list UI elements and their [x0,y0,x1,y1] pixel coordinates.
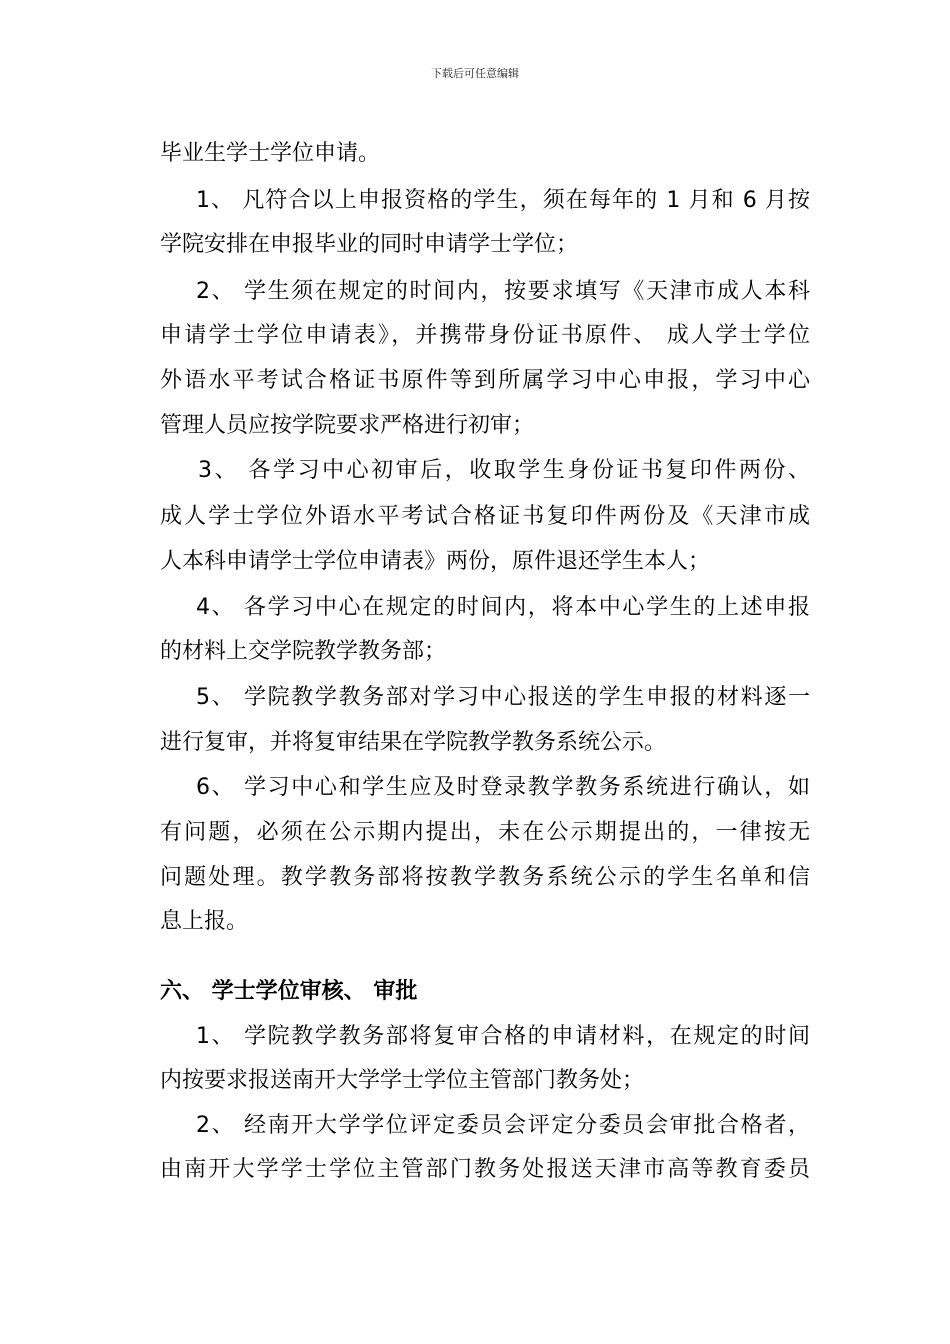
list-item-6-line: 息上报。 [160,909,249,934]
list-item-2-line: 外语水平考试合格证书原件等到所属学习中心申报，学习中心 [160,368,810,393]
list-item-4-line: 4、 各学习中心在规定的时间内，将本中心学生的上述申报 [196,595,810,620]
paragraph-line: 毕业生学士学位申请。 [160,141,381,166]
list-item-5-line: 5、 学院教学教务部对学习中心报送的学生申报的材料逐一 [196,685,810,710]
list-item-1-line: 1、 凡符合以上申报资格的学生，须在每年的 1 月和 6 月按 [196,188,810,213]
list-item-3-line: 3、 各学习中心初审后，收取学生身份证书复印件两份、 [198,458,810,483]
section-item-2-line: 由南开大学学士学位主管部门教务处报送天津市高等教育委员 [160,1157,810,1182]
list-item-4-line: 的材料上交学院教学教务部； [160,639,447,664]
section-item-2-line: 2、 经南开大学学位评定委员会评定分委员会审批合格者， [196,1113,810,1138]
list-item-2-line: 申请学士学位申请表》，并携带身份证书原件、 成人学士学位 [160,323,810,348]
list-item-6-line: 6、 学习中心和学生应及时登录教学教务系统进行确认，如 [196,775,810,800]
list-item-2-line: 2、 学生须在规定的时间内，按要求填写《天津市成人本科 [196,279,810,304]
section-item-1-line: 内按要求报送南开大学学士学位主管部门教务处； [160,1068,645,1093]
list-item-6-line: 有问题，必须在公示期内提出，未在公示期提出的，一律按无 [160,820,810,845]
list-item-2-line: 管理人员应按学院要求严格进行初审； [160,413,535,438]
list-item-3-line: 成人学士学位外语水平考试合格证书复印件两份及《天津市成 [160,504,810,529]
list-item-5-line: 进行复审，并将复审结果在学院教学教务系统公示。 [160,730,667,755]
list-item-1-line: 学院安排在申报毕业的同时申请学士学位； [160,232,579,257]
list-item-6-line: 问题处理。教学教务部将按教学教务系统公示的学生名单和信 [160,865,810,890]
section-item-1-line: 1、 学院教学教务部将复审合格的申请材料，在规定的时间 [196,1024,810,1049]
section-heading: 六、 学士学位审核、 审批 [160,979,418,1004]
page-header: 下载后可任意编辑 [431,67,519,80]
list-item-3-line: 人本科申请学士学位申请表》两份，原件退还学生本人； [160,549,711,574]
